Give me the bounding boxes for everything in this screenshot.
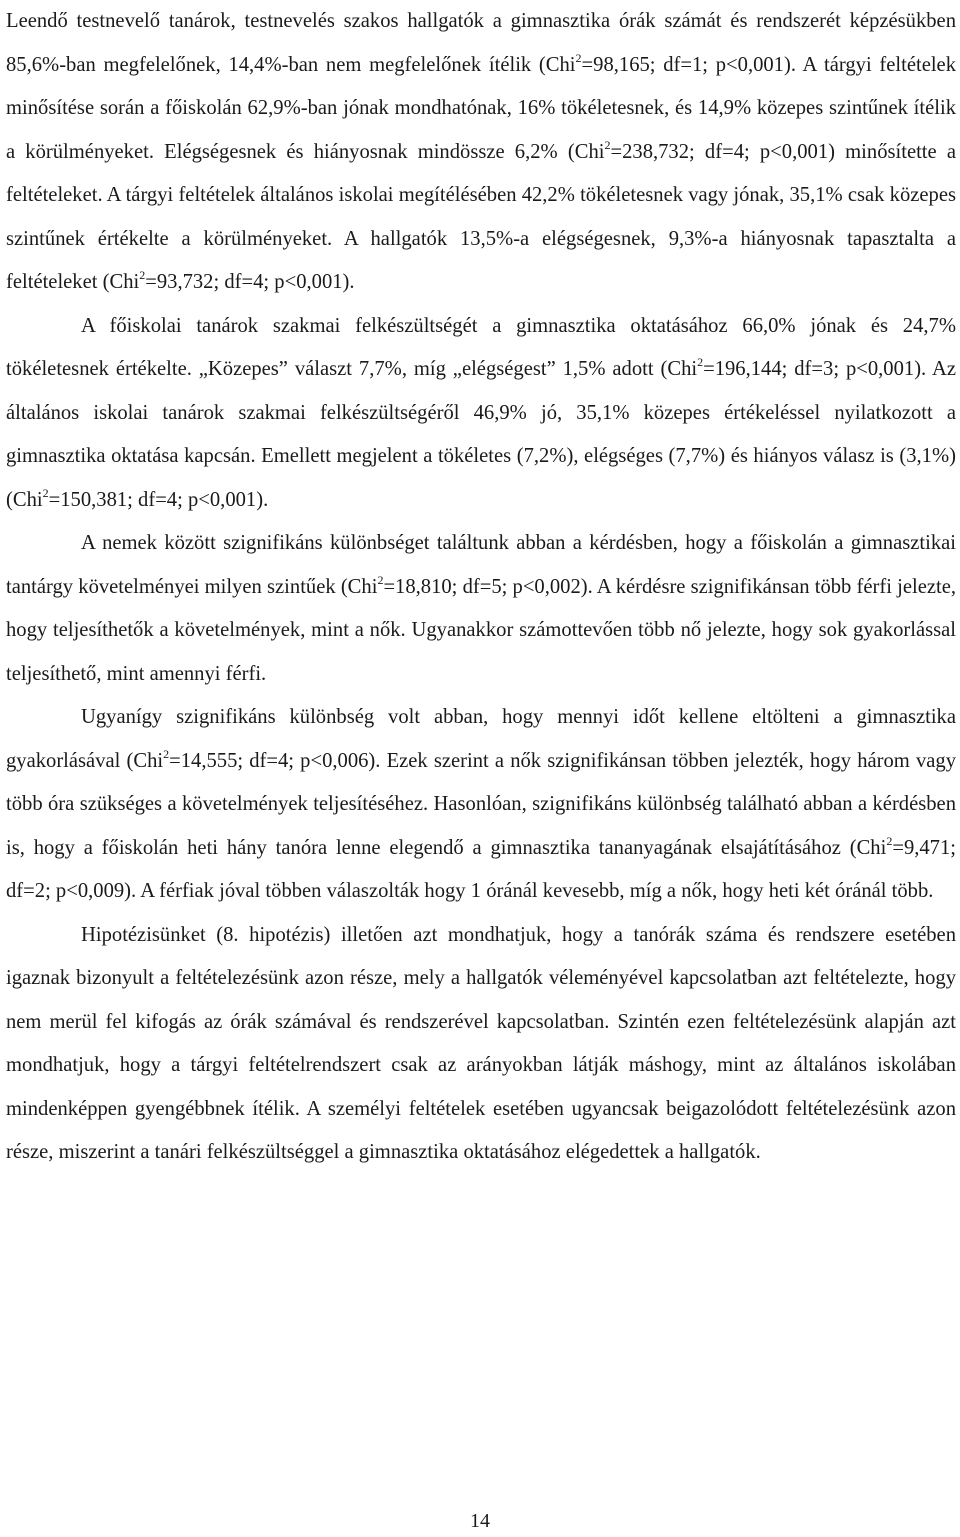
paragraph-text: =93,732; df=4; p<0,001). <box>145 271 355 293</box>
superscript-exponent: 2 <box>163 746 170 761</box>
superscript-exponent: 2 <box>42 485 49 500</box>
superscript-exponent: 2 <box>697 355 704 369</box>
body-text <box>6 0 956 1175</box>
superscript-exponent: 2 <box>575 50 582 65</box>
page-number: 14 <box>470 1510 490 1532</box>
paragraph-text: =150,381; df=4; p<0,001). <box>48 488 269 511</box>
paragraph <box>6 696 956 914</box>
paragraph <box>6 305 956 523</box>
paragraph-text: =238,732; df=4; p<0,001) minősítette a feltételeket. A tárgyi feltételek általános iskolai megítélésében 42,2% tökéletesnek vagy jónak, 35,1% csak közepes szintűnek értékelte a körülményeket. A hallgatók 13,5%-a elégségesnek, 9,3%-a hiányosnak tapasztalta a feltételeket (Chi <box>6 140 956 293</box>
superscript-exponent: 2 <box>886 833 893 848</box>
paragraph-text: A nemek között szignifikáns különbséget találtunk abban a kérdésben, hogy a főiskolán a gimnasztikai tantárgy követelményei milyen szintűek (Chi <box>6 532 956 598</box>
superscript-exponent: 2 <box>377 572 384 587</box>
paragraph-text: Leendő testnevelő tanárok, testnevelés szakos hallgatók a gimnasztika órák számát és rendszerét képzésükben 85,6%-ban megfelelőnek, 14,4%-ban nem megfelelőnek ítélik (Chi <box>6 10 956 76</box>
paragraph <box>6 522 956 696</box>
paragraph-text: =196,144; df=3; p<0,001). Az általános iskolai tanárok szakmai felkészültségéről 46,9% jó, 35,1% közepes értékeléssel nyilatkozott a gimnasztika oktatása kapcsán. Emellett megjelent a tökéletes (7,2%), elégséges (7,7%) és hiányos válasz is (3,1%) (Chi <box>6 358 956 511</box>
paragraph-text: =14,555; df=4; p<0,006). Ezek szerint a nők szignifikánsan többen jelezték, hogy három vagy több óra szükséges a követelmények teljesítéséhez. Hasonlóan, szignifikáns különbség található abban a kérdésben is, hogy a főiskolán heti hány tanóra lenne elegendő a gimnasztika tananyagának elsajátításához (Chi <box>6 749 956 859</box>
superscript-exponent: 2 <box>604 137 611 152</box>
paragraph-text: Hipotézisünket (8. hipotézis) illetően azt mondhatjuk, hogy a tanórák száma és rendszere esetében igaznak bizonyult a feltételezésünk azon része, mely a hallgatók véleményével kapcsolatban azt feltételezte, hogy nem merül fel kifogás az órák számával és rendszerével kapcsolatban. Szintén ezen feltételezésünk alapján azt mondhatjuk, hogy a tárgyi feltételrendszert csak az arányokban látják máshogy, mint az általános iskolában mindenképpen gyengébbnek ítélik. A személyi feltételek esetében ugyancsak beigazolódott feltételezésünk azon része, miszerint a tanári felkészültséggel a gimnasztika oktatásához elégedettek a hallgatók. <box>6 923 956 1163</box>
paragraph-text: =9,471; df=2; p<0,009). A férfiak jóval többen válaszolták hogy 1 óránál kevesebb, míg a nők, hogy heti két óránál több. <box>6 836 956 902</box>
paragraph <box>6 914 956 1175</box>
paragraph-text: Ugyanígy szignifikáns különbség volt abban, hogy mennyi időt kellene eltölteni a gimnasztika gyakorlásával (Chi <box>6 706 956 772</box>
paragraph-text: A főiskolai tanárok szakmai felkészültségét a gimnasztika oktatásához 66,0% jónak és 24,7% tökéletesnek értékelte. „Közepes” választ 7,7%, míg „elégségest” 1,5% adott (Chi <box>6 314 956 380</box>
document-page <box>6 0 956 1175</box>
paragraph <box>6 0 956 305</box>
superscript-exponent: 2 <box>139 268 146 282</box>
paragraph-text: =18,810; df=5; p<0,002). A kérdésre szignifikánsan több férfi jelezte, hogy teljesíthetők a követelmények, mint a nők. Ugyanakkor számottevően több nő jelezte, hogy sok gyakorlással teljesíthető, mint amennyi férfi. <box>6 575 956 685</box>
paragraph-text: =98,165; df=1; p<0,001). A tárgyi feltételek minősítése során a főiskolán 62,9%-ban jónak mondhatónak, 16% tökéletesnek, és 14,9% közepes szintűnek ítélik a körülményeket. Elégségesnek és hiányosnak mindössze 6,2% (Chi <box>6 53 956 163</box>
